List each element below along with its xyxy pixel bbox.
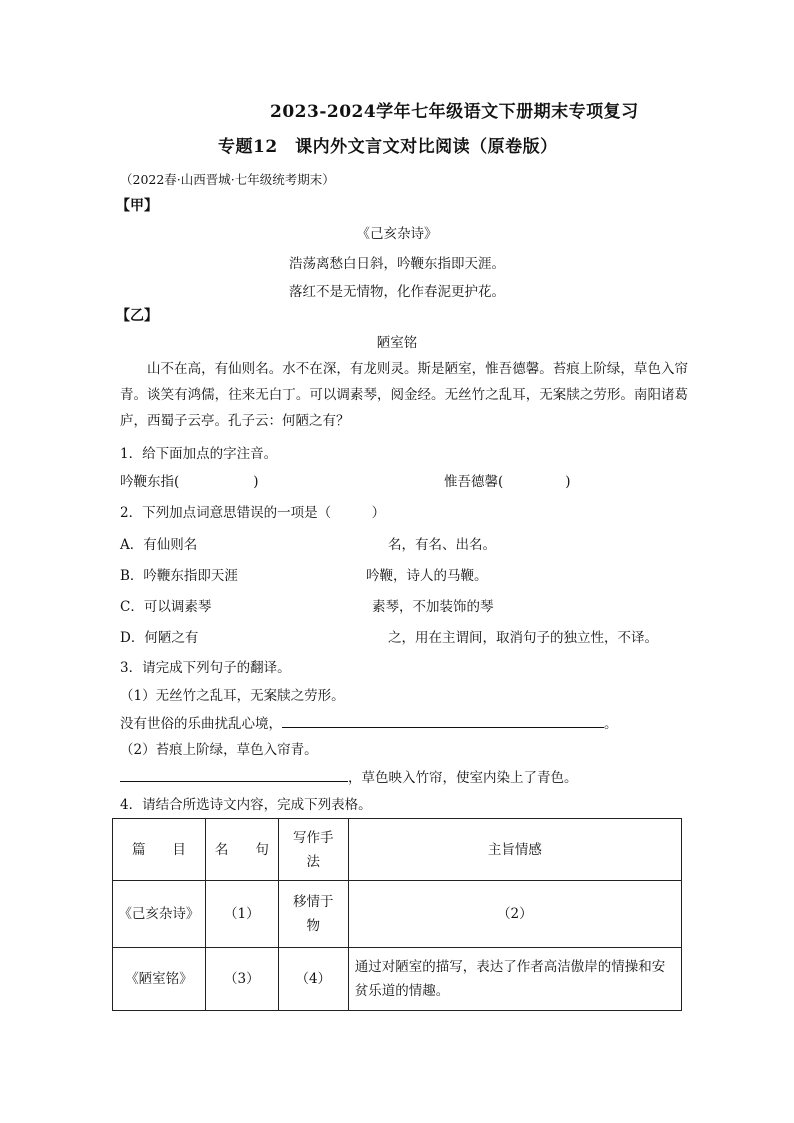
poem-title: 《己亥杂诗》 xyxy=(356,226,438,242)
q1-item-a-suffix: ) xyxy=(253,474,259,490)
table-cell: 《己亥杂诗》 xyxy=(113,881,206,948)
essay-text: 山不在高，有仙则名。水不在深，有龙则灵。斯是陋室，惟吾德馨。苔痕上阶绿，草色入帘青。谈笑有鸿儒，往来无白丁。可以调素琴，阅金经。无丝竹之乱耳，无案牍之劳形。南阳诸葛庐，西蜀子云亭。孔子云：何陋之有？ xyxy=(120,361,688,429)
table-header-cell: 主旨情感 xyxy=(348,819,681,881)
q3-answer-1-suffix: 。 xyxy=(604,716,618,732)
q3-answer-1-blank[interactable] xyxy=(282,713,604,728)
table-cell: 通过对陋室的描写，表达了作者高洁傲岸的情操和安贫乐道的情趣。 xyxy=(348,948,681,1011)
q3-answer-1-prefix: 没有世俗的乐曲扰乱心境， xyxy=(120,716,282,732)
table-header-cell: 篇 目 xyxy=(113,819,206,881)
section-yi-label: 【乙】 xyxy=(116,308,158,324)
q3-answer-2-suffix: ，草色映入竹帘，使室内染上了青色。 xyxy=(348,770,578,786)
table-cell: 《陋室铭》 xyxy=(113,948,206,1011)
q1-item-a xyxy=(120,470,259,490)
q3-stem: 3．请完成下列句子的翻译。 xyxy=(120,660,291,676)
q3-sentence-2: （2）苔痕上阶绿，草色入帘青。 xyxy=(120,742,318,758)
table-cell-blank[interactable]: （1） xyxy=(205,881,278,948)
q2-option-a-explain: 名，有名、出名。 xyxy=(388,537,496,553)
poem-line-2: 落红不是无情物，化作春泥更护花。 xyxy=(289,284,505,300)
q2-option-b[interactable]: B．吟鞭东指即天涯 xyxy=(120,568,238,584)
q3-answer-2-blank[interactable] xyxy=(120,767,348,782)
essay-title: 陋室铭 xyxy=(376,335,418,351)
q3-answer-1 xyxy=(120,712,618,732)
table-cell-blank[interactable]: （3） xyxy=(205,948,278,1011)
table-row xyxy=(113,948,682,1011)
q3-sentence-1: （1）无丝竹之乱耳，无案牍之劳形。 xyxy=(120,688,345,704)
table-row xyxy=(113,881,682,948)
doc-title-line1: 2023-2024学年七年级语文下册期末专项复习 xyxy=(270,102,639,122)
q1-item-b-suffix: ) xyxy=(565,474,571,490)
table-header-cell: 名 句 xyxy=(205,819,278,881)
poem-line-1: 浩荡离愁白日斜，吟鞭东指即天涯。 xyxy=(289,256,505,272)
table-header-cell: 写作手法 xyxy=(278,819,348,881)
table-header-row xyxy=(113,819,682,881)
q1-item-b-prefix: 惟吾德馨( xyxy=(444,474,504,490)
q1-item-a-prefix: 吟鞭东指( xyxy=(120,474,180,490)
q2-option-a[interactable]: A．有仙则名 xyxy=(120,537,198,553)
q3-answer-2 xyxy=(120,766,578,786)
source-note: （2022春·山西晋城·七年级统考期末） xyxy=(120,172,335,187)
q4-stem: 4．请结合所选诗文内容，完成下列表格。 xyxy=(120,797,372,813)
q2-option-d-explain: 之，用在主谓间，取消句子的独立性，不译。 xyxy=(388,630,658,646)
q1-item-b xyxy=(444,470,571,490)
table-cell: 移情于物 xyxy=(278,881,348,948)
q2-option-d[interactable]: D．何陋之有 xyxy=(120,630,199,646)
section-jia-label: 【甲】 xyxy=(116,198,158,214)
q2-option-c-explain: 素琴，不加装饰的琴 xyxy=(372,599,494,615)
q4-table xyxy=(112,818,682,1011)
table-cell-blank[interactable]: （2） xyxy=(348,881,681,948)
doc-title-line2: 专题12 课内外文言文对比阅读（原卷版） xyxy=(218,137,558,157)
q2-option-b-explain: 吟鞭，诗人的马鞭。 xyxy=(366,568,488,584)
q2-option-c[interactable]: C．可以调素琴 xyxy=(120,599,212,615)
table-cell-blank[interactable]: （4） xyxy=(278,948,348,1011)
q1-stem: 1．给下面加点的字注音。 xyxy=(120,446,278,462)
q2-stem: 2．下列加点词意思错误的一项是（ ） xyxy=(120,505,386,521)
